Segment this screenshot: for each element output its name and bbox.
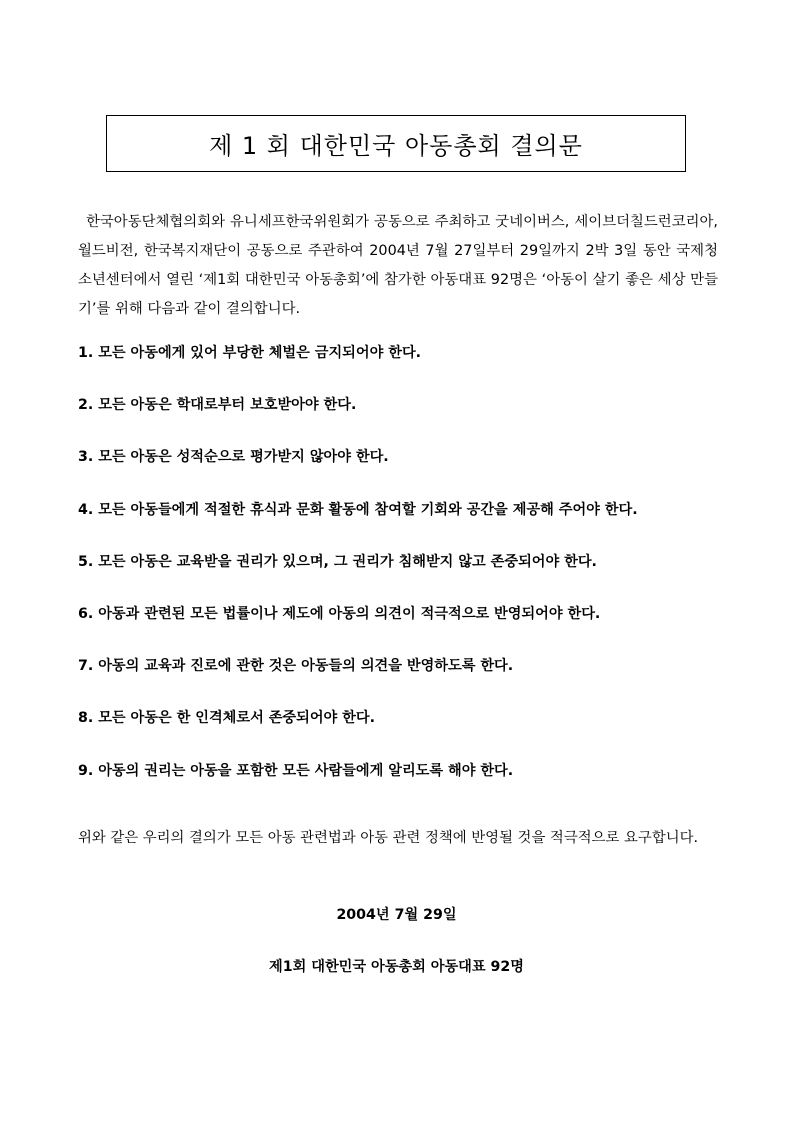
resolution-item: 2. 모든 아동은 학대로부터 보호받아야 한다.	[78, 397, 357, 414]
resolution-item: 3. 모든 아동은 성적순으로 평가받지 않아야 한다.	[78, 449, 389, 466]
resolution-item: 8. 모든 아동은 한 인격체로서 존중되어야 한다.	[78, 710, 375, 727]
signature-line: 제1회 대한민국 아동총회 아동대표 92명	[269, 959, 524, 975]
closing-paragraph: 위와 같은 우리의 결의가 모든 아동 관련법과 아동 관련 정책에 반영될 것을 적극적으로 요구합니다.	[78, 830, 699, 846]
document-title: 제 1 회 대한민국 아동총회 결의문	[209, 132, 583, 160]
resolution-item: 4. 모든 아동들에게 적절한 휴식과 문화 활동에 참여할 기회와 공간을 제공해 주어야 한다.	[78, 501, 638, 518]
resolution-list	[78, 343, 738, 813]
resolution-item: 5. 모든 아동은 교육받을 권리가 있으며, 그 권리가 침해받지 않고 존중되어야 한다.	[78, 553, 597, 570]
intro-paragraph: 한국아동단체협의회와 유니세프한국위원회가 공동으로 주최하고 굿네이버스, 세이브더칠드런코리아, 월드비전, 한국복지재단이 공동으로 주관하여 2004년 7월 27일부터 29일까지 2박 3일 동안 국제청소년센터에서 열린 ‘제1회 대한민국 아동총회’에 참가한 아동대표 92명은 ‘아동이 살기 좋은 세상 만들기’를 위해 다음과 같이 결의합니다.	[78, 214, 718, 317]
resolution-item: 7. 아동의 교육과 진로에 관한 것은 아동들의 의견을 반영하도록 한다.	[78, 658, 514, 675]
title-box	[106, 115, 686, 172]
resolution-item: 6. 아동과 관련된 모든 법률이나 제도에 아동의 의견이 적극적으로 반영되어야 한다.	[78, 605, 601, 622]
resolution-item: 1. 모든 아동에게 있어 부당한 체벌은 금지되어야 한다.	[78, 345, 422, 361]
resolution-item: 9. 아동의 권리는 아동을 포함한 모든 사람들에게 알리도록 해야 한다.	[78, 762, 514, 779]
document-date: 2004년 7월 29일	[336, 907, 457, 923]
